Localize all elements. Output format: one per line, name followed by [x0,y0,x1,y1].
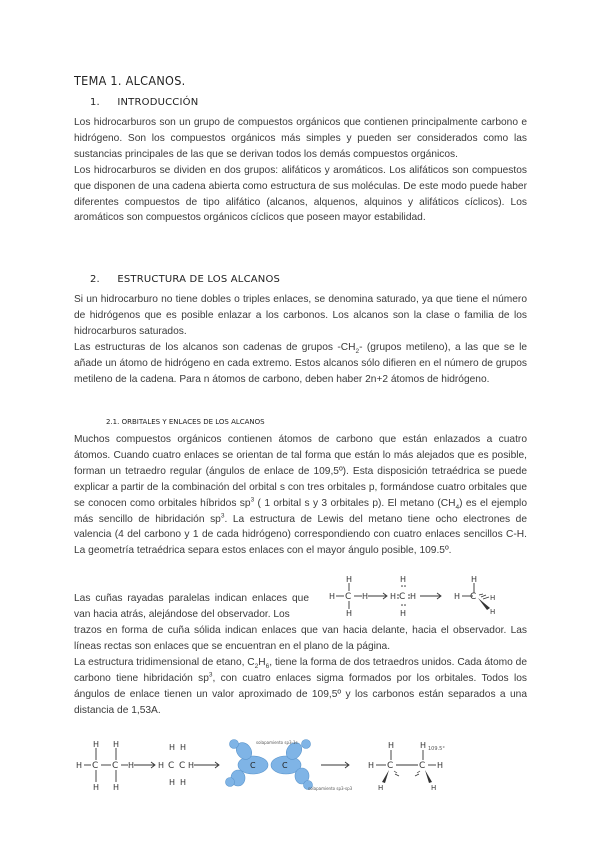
wedge-eth-hb1: H [378,784,384,792]
methane-h-bottom: H [346,609,353,618]
eth-h4: H [113,783,120,792]
structure-section [74,292,527,387]
section-1-title: INTRODUCCIÓN [117,97,199,108]
lewis-h-right: H [410,592,417,601]
orbitals-paragraph [74,432,527,559]
bond-lines-section [74,623,527,718]
section-2-title: ESTRUCTURA DE LOS ALCANOS [117,274,281,285]
wedge-h-back: H [490,594,496,602]
wedge-eth-ht2: H [420,741,427,750]
bond-lines-paragraph: trazos en forma de cuña sólida indican enlaces que van hacia delante, hacia el observador. Las líneas rectas son enlaces que se encuentran en el plano de la página. [74,625,527,652]
lewis-h-left: H [390,592,397,601]
orbital-note-1: solapamiento sp3-1s [256,740,298,745]
lewis-h-top: H [400,575,407,584]
eth-h2: H [113,740,120,749]
methane-c: C [345,592,352,602]
methane-structures-figure [326,574,536,618]
methane-h-top: H [346,575,353,584]
wedge-eth-c2: C [419,761,426,771]
eth-h3: H [93,783,100,792]
ethane-sup: 3 [208,671,213,679]
eth-hl: H [76,761,83,770]
section-1-heading [90,97,198,108]
ethane-text-d: , con cuatro enlaces sigma formados por los orbitales. Todos los ángulos de enlace tienen un valor aproximado de 109,5º y los carbonos están separados a una distancia de 1,53A. [74,672,527,716]
lewis-eth-c1: C [168,761,175,771]
lewis-eth-hl: H [158,761,165,770]
wedge-eth-hb2: H [431,784,437,792]
lewis-c: C [399,592,406,602]
orbital-note-2: solapamiento sp3-sp3 [308,786,353,791]
lewis-h-bottom: H [400,609,407,618]
section-1-number: 1. [90,97,100,108]
orb-sup-2: 3 [220,512,225,520]
eth-c2: C [112,761,119,771]
eth-hr: H [128,761,135,770]
methane-h-right: H [362,592,369,601]
orb-text-c: ) es el ejemplo más sencillo de hibridación sp [74,497,527,525]
section-2-number: 2. [90,274,100,285]
wedges-text: Las cuñas rayadas paralelas indican enlaces que van hacia atrás, alejándose del observador. Los [74,593,309,620]
orb-text-d: . La estructura de Lewis del metano tiene ocho electrones de valencia (4 del carbono y 1 de cada hidrógeno) correspondiendo con cuatro enlaces sencillos C-H. La geometría tetraédrica separa estos enlaces con el mayor ángulo posible, 109.5º. [74,513,528,557]
lewis-eth-hb2: H [180,778,187,787]
lewis-eth-ht2: H [180,743,187,752]
ethane-text-a: La estructura tridimensional de etano, C [74,656,255,668]
structure-paragraph-1: Si un hidrocarburo no tiene dobles o triples enlaces, se denomina saturado, ya que tiene el número de hidrógenos que es posible enlazar a los carbonos. Los alcanos son la clase o familia de los hidrocarburos saturados. [74,294,527,337]
ethane-text-b: H [258,656,266,668]
intro-section [74,115,527,226]
wedge-eth-c1: C [387,761,394,771]
orb-sub-1: 4 [455,503,460,511]
wedge-eth-ht1: H [388,741,395,750]
structure-p2-text-a: Las estructuras de los alcanos son cadenas de grupos -CH [74,341,356,353]
structure-paragraph-2 [74,340,527,388]
wedge-eth-hr: H [437,761,444,770]
wedge-eth-hl: H [368,761,375,770]
orb-text-b: ( 1 orbital s y 3 orbitales p). El metano (CH [254,497,456,509]
intro-paragraph-1: Los hidrocarburos son un grupo de compuestos orgánicos que contienen principalmente carbono e hidrógeno. Son los compuestos orgánicos más simples y pueden ser considerados como las sustancias principales de las que se derivan todos los demás compuestos orgánicos. [74,117,527,160]
eth-c1: C [92,761,99,771]
orb-sup-1: 3 [250,496,255,504]
lewis-eth-ht1: H [169,743,176,752]
wedge-h-top: H [471,575,478,584]
ethane-text-c: , tiene la forma de dos tetraedros unidos. Cada átomo de carbono tiene hibridación sp [74,656,527,684]
lewis-eth-hr: H [188,761,195,770]
eth-h1: H [93,740,100,749]
lewis-eth-c2: C [179,761,186,771]
wedges-short-paragraph [74,591,309,623]
wedge-h-front: H [490,608,496,616]
wedge-c: C [470,592,477,602]
bond-angle-label: 109.5° [428,746,445,752]
structure-p2-text-b: - (grupos metileno), a las que se le añade un átomo de hidrógeno en cada extremo. Estos alcanos sólo difieren en el número de grupos metileno de la cadena. Para n átomos de carbono, deben haber 2n+2 átomos de hidrógeno. [74,341,527,385]
section-2-heading [90,274,280,285]
intro-paragraph-2: Los hidrocarburos se dividen en dos grupos: alifáticos y aromáticos. Los alifáticos son compuestos que disponen de una cadena abierta como estructura de sus moléculas. De este modo puede haber diferentes compuestos de tipo alifático (alcanos, alquenos, alquinos y alifáticos cíclicos). Los aromáticos son compuestos orgánicos cíclicos que poseen mayor estabilidad. [74,164,527,224]
structure-p2-subscript: 2 [355,347,360,355]
wedge-h-left: H [454,592,461,601]
subsection-2-1-heading: 2.1. ORBITALES Y ENLACES DE LOS ALCANOS [106,418,265,426]
orb-text-a: Muchos compuestos orgánicos contienen átomos de carbono que están enlazados a cuatro átomos. Cuando cuatro enlaces se orientan de tal forma que están lo más alejados que es posible, forman un tetraedro regular (ángulos de enlace de 109,5º). Esta disposición tetraédrica se puede explicar a partir de la combinación del orbital s con tres orbitales p, formándose cuatro orbitales que se conocen como orbitales híbridos sp [74,434,527,509]
ethane-formation-figure [76,738,528,798]
orbital-c1: C [250,761,256,770]
lewis-eth-hb1: H [169,778,176,787]
orbitals-section [74,432,527,559]
orbital-c2: C [282,761,288,770]
methane-h-left: H [329,592,336,601]
ethane-sub-2: 6 [265,662,270,670]
ethane-sub-1: 2 [254,662,259,670]
ethane-paragraph [74,655,527,719]
page-title: TEMA 1. ALCANOS. [74,73,186,88]
